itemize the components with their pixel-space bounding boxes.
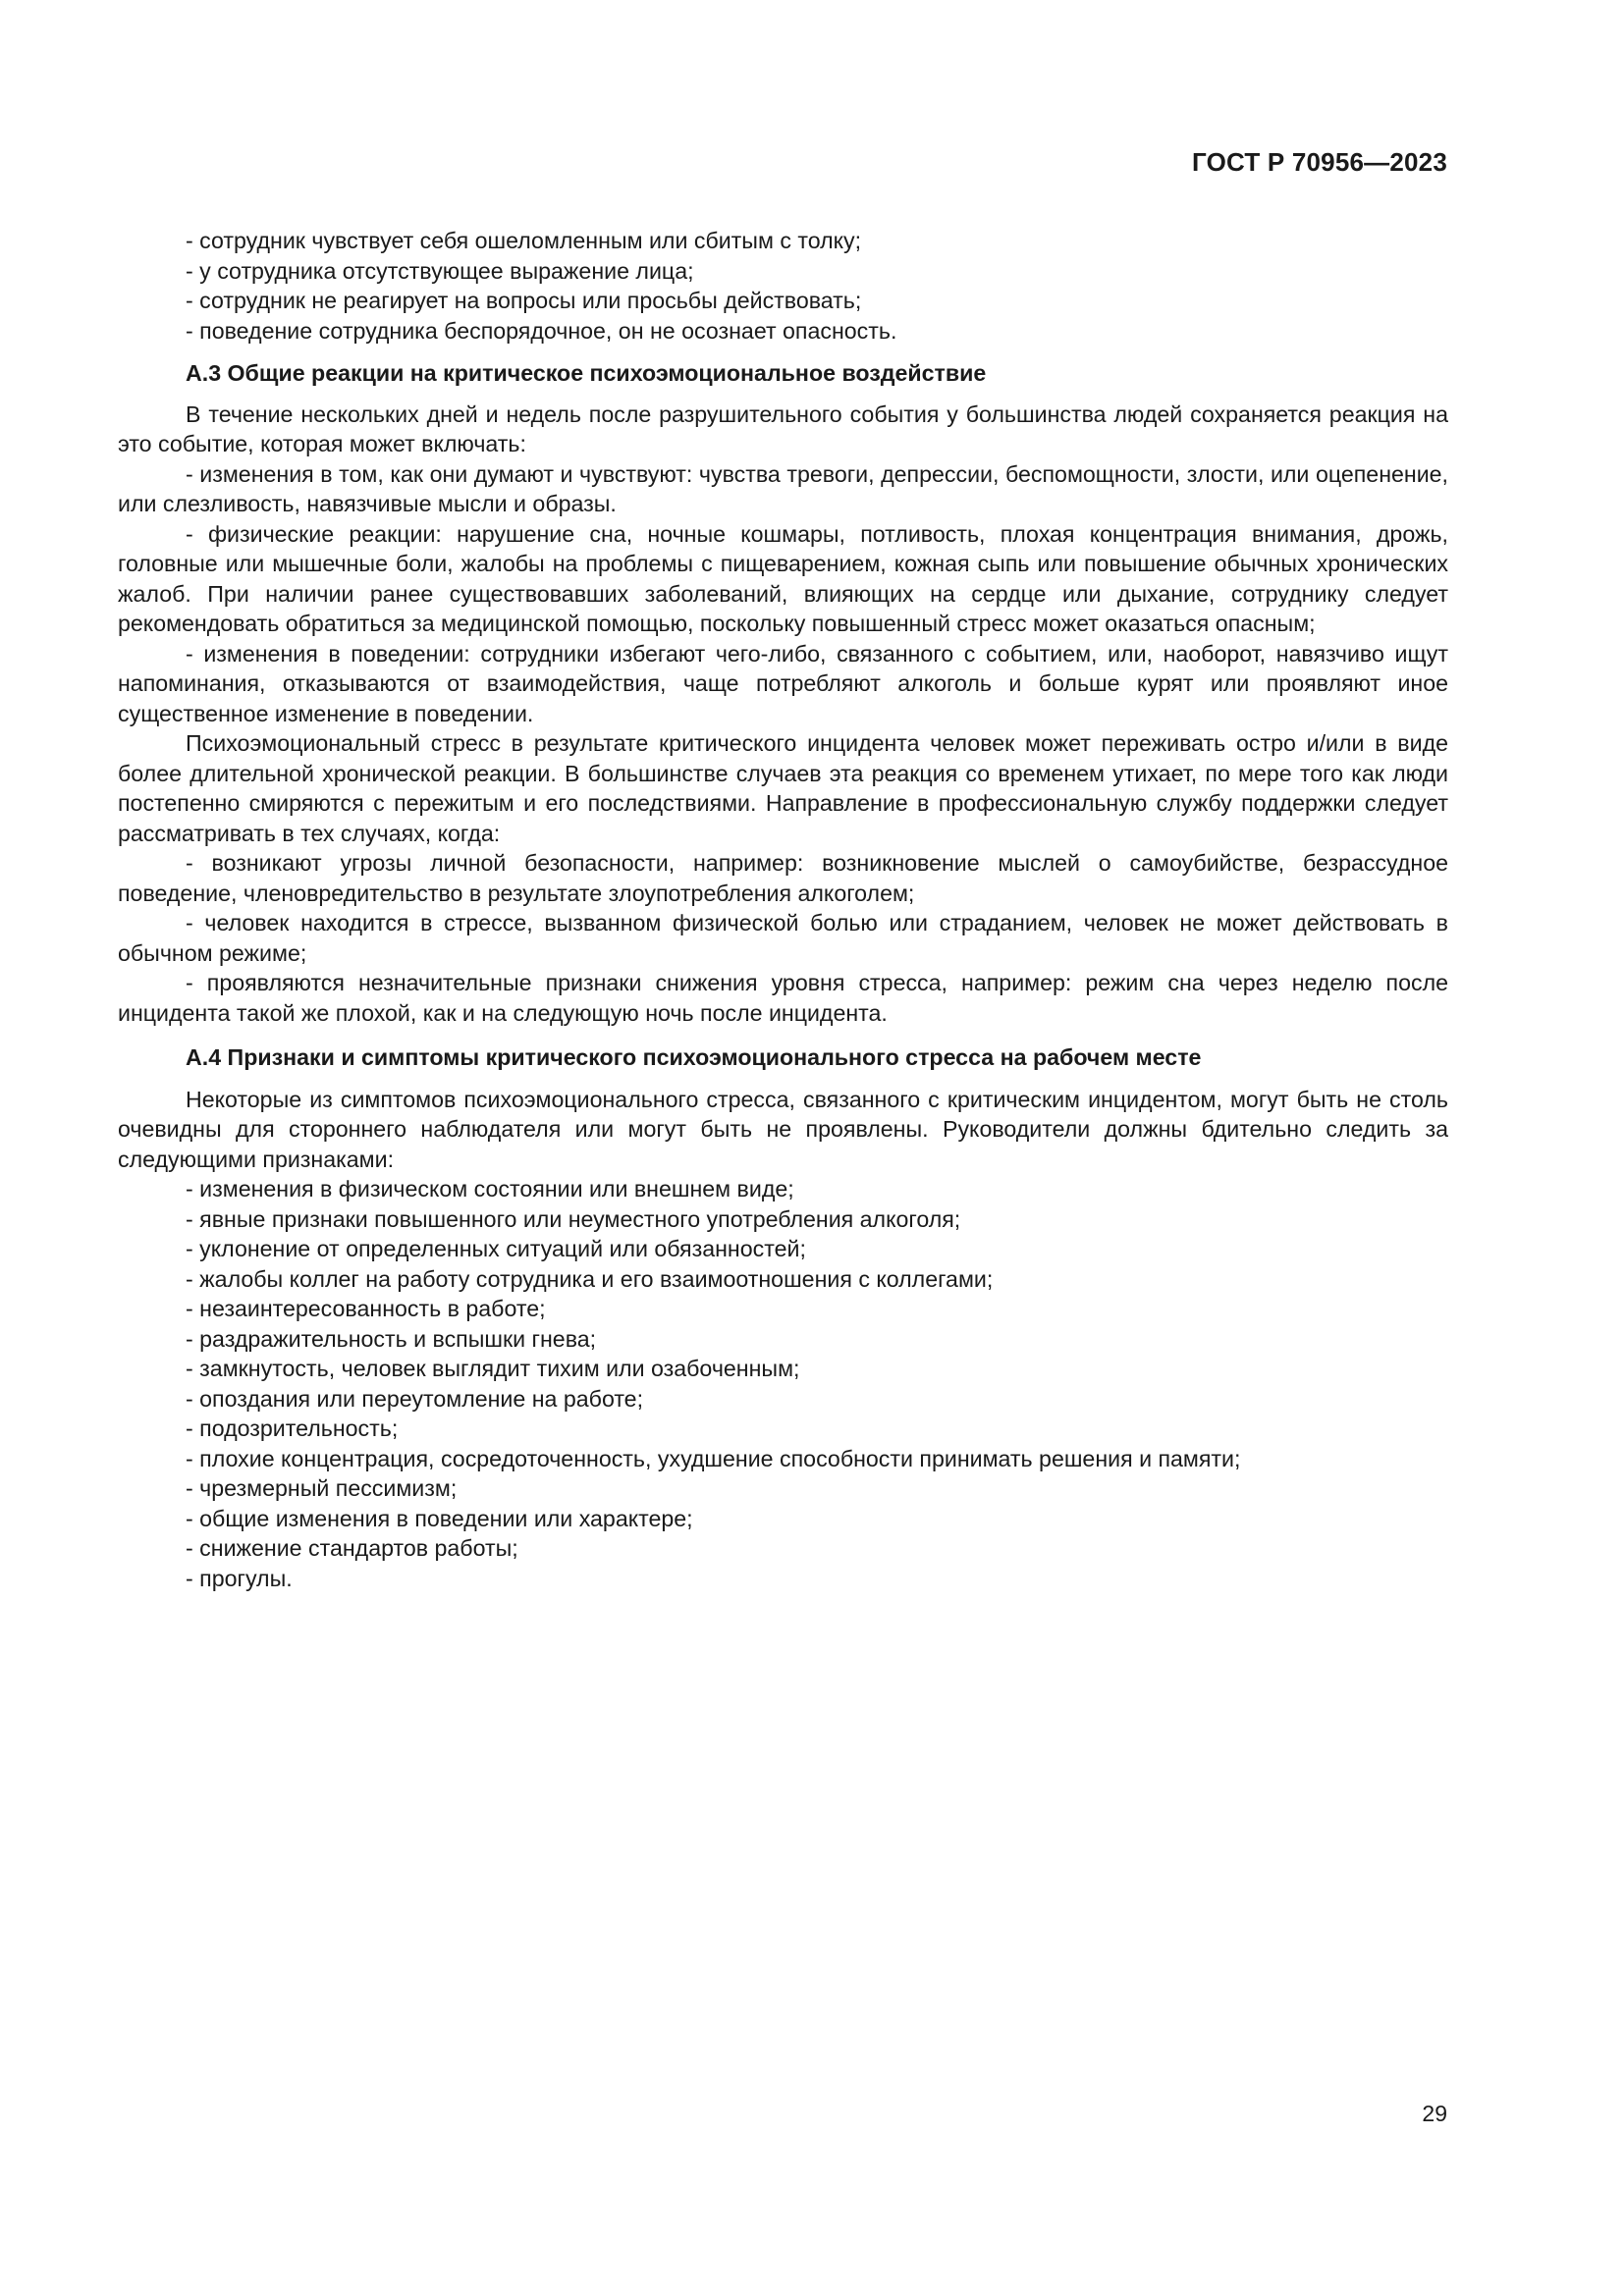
- section-a3: [118, 358, 1448, 1028]
- paragraph: - изменения в том, как они думают и чувствуют: чувства тревоги, депрессии, беспомощности, злости, или оцепенение, или слезливость, навязчивые мысли и образы.: [118, 460, 1448, 516]
- list-item: - прогулы.: [186, 1565, 293, 1591]
- list-item: - жалобы коллег на работу сотрудника и его взаимоотношения с коллегами;: [186, 1265, 994, 1292]
- list-item: - общие изменения в поведении или характере;: [186, 1505, 693, 1531]
- page-number: 29: [1422, 2101, 1447, 2126]
- list-item: - изменения в физическом состоянии или внешнем виде;: [186, 1176, 794, 1201]
- section-title-a4: А.4 Признаки и симптомы критического психоэмоционального стресса на рабочем месте: [186, 1044, 1202, 1070]
- intro-list: [118, 226, 1448, 346]
- list-item: - снижение стандартов работы;: [186, 1535, 518, 1561]
- list-item: - явные признаки повышенного или неуместного употребления алкоголя;: [186, 1205, 961, 1232]
- paragraph: Некоторые из симптомов психоэмоционального стресса, связанного с критическим инцидентом, могут быть не столь очевидны для стороннего наблюдателя или могут быть не проявлены. Руководители должны бдительно следить за следующими признаками:: [118, 1086, 1448, 1172]
- list-item: - раздражительность и вспышки гнева;: [186, 1325, 597, 1352]
- list-item: - незаинтересованность в работе;: [186, 1296, 546, 1321]
- section-title-a3: А.3 Общие реакции на критическое психоэмоциональное воздействие: [186, 360, 987, 386]
- paragraph: - возникают угрозы личной безопасности, например: возникновение мыслей о самоубийстве, безрассудное поведение, членовредительство в результате злоупотребления алкоголем;: [118, 850, 1448, 906]
- paragraph: - изменения в поведении: сотрудники избегают чего-либо, связанного с событием, или, наоборот, навязчиво ищут напоминания, отказываются от взаимодействия, чаще потребляют алкоголь и больше курят или проявляют иное существенное изменение в поведении.: [118, 640, 1448, 726]
- list-item: - плохие концентрация, сосредоточенность, ухудшение способности принимать решения и памяти;: [186, 1445, 1241, 1471]
- list-item: - сотрудник не реагирует на вопросы или просьбы действовать;: [186, 288, 862, 313]
- paragraph: - физические реакции: нарушение сна, ночные кошмары, потливость, плохая концентрация внимания, дрожь, головные или мышечные боли, жалобы на проблемы с пищеварением, кожная сыпь или повышение обычных хронических жалоб. При наличии ранее существовавших заболеваний, влияющих на сердце или дыхание, сотруднику следует рекомендовать обратиться за медицинской помощью, поскольку повышенный стресс может оказаться опасным;: [118, 520, 1448, 636]
- paragraph: В течение нескольких дней и недель после разрушительного события у большинства людей сохраняется реакция на это событие, которая может включать:: [118, 400, 1448, 456]
- list-item: - поведение сотрудника беспорядочное, он не осознает опасность.: [186, 317, 897, 344]
- list-item: - уклонение от определенных ситуаций или обязанностей;: [186, 1236, 806, 1261]
- paragraph: - проявляются незначительные признаки снижения уровня стресса, например: режим сна через неделю после инцидента такой же плохой, как и на следующую ночь после инцидента.: [118, 970, 1448, 1026]
- list-item: - замкнутость, человек выглядит тихим или озабоченным;: [186, 1356, 800, 1381]
- paragraph: - человек находится в стрессе, вызванном физической болью или страданием, человек не может действовать в обычном режиме;: [118, 910, 1448, 966]
- paragraph: Психоэмоциональный стресс в результате критического инцидента человек может переживать остро и/или в виде более длительной хронической реакции. В большинстве случаев эта реакция со временем утихает, по мере того как люди постепенно смиряются с пережитым и его последствиями. Направление в профессиональную службу поддержки следует рассматривать в тех случаях, когда:: [118, 730, 1448, 846]
- list-item: - опоздания или переутомление на работе;: [186, 1385, 644, 1412]
- list-item: - подозрительность;: [186, 1415, 399, 1441]
- list-item: - у сотрудника отсутствующее выражение лица;: [186, 257, 694, 284]
- section-a4: [118, 1042, 1448, 1593]
- list-item: - чрезмерный пессимизм;: [186, 1475, 458, 1501]
- list-item: - сотрудник чувствует себя ошеломленным или сбитым с толку;: [186, 228, 862, 253]
- page-content: [118, 226, 1448, 1593]
- document-id-header: ГОСТ Р 70956—2023: [1192, 147, 1447, 177]
